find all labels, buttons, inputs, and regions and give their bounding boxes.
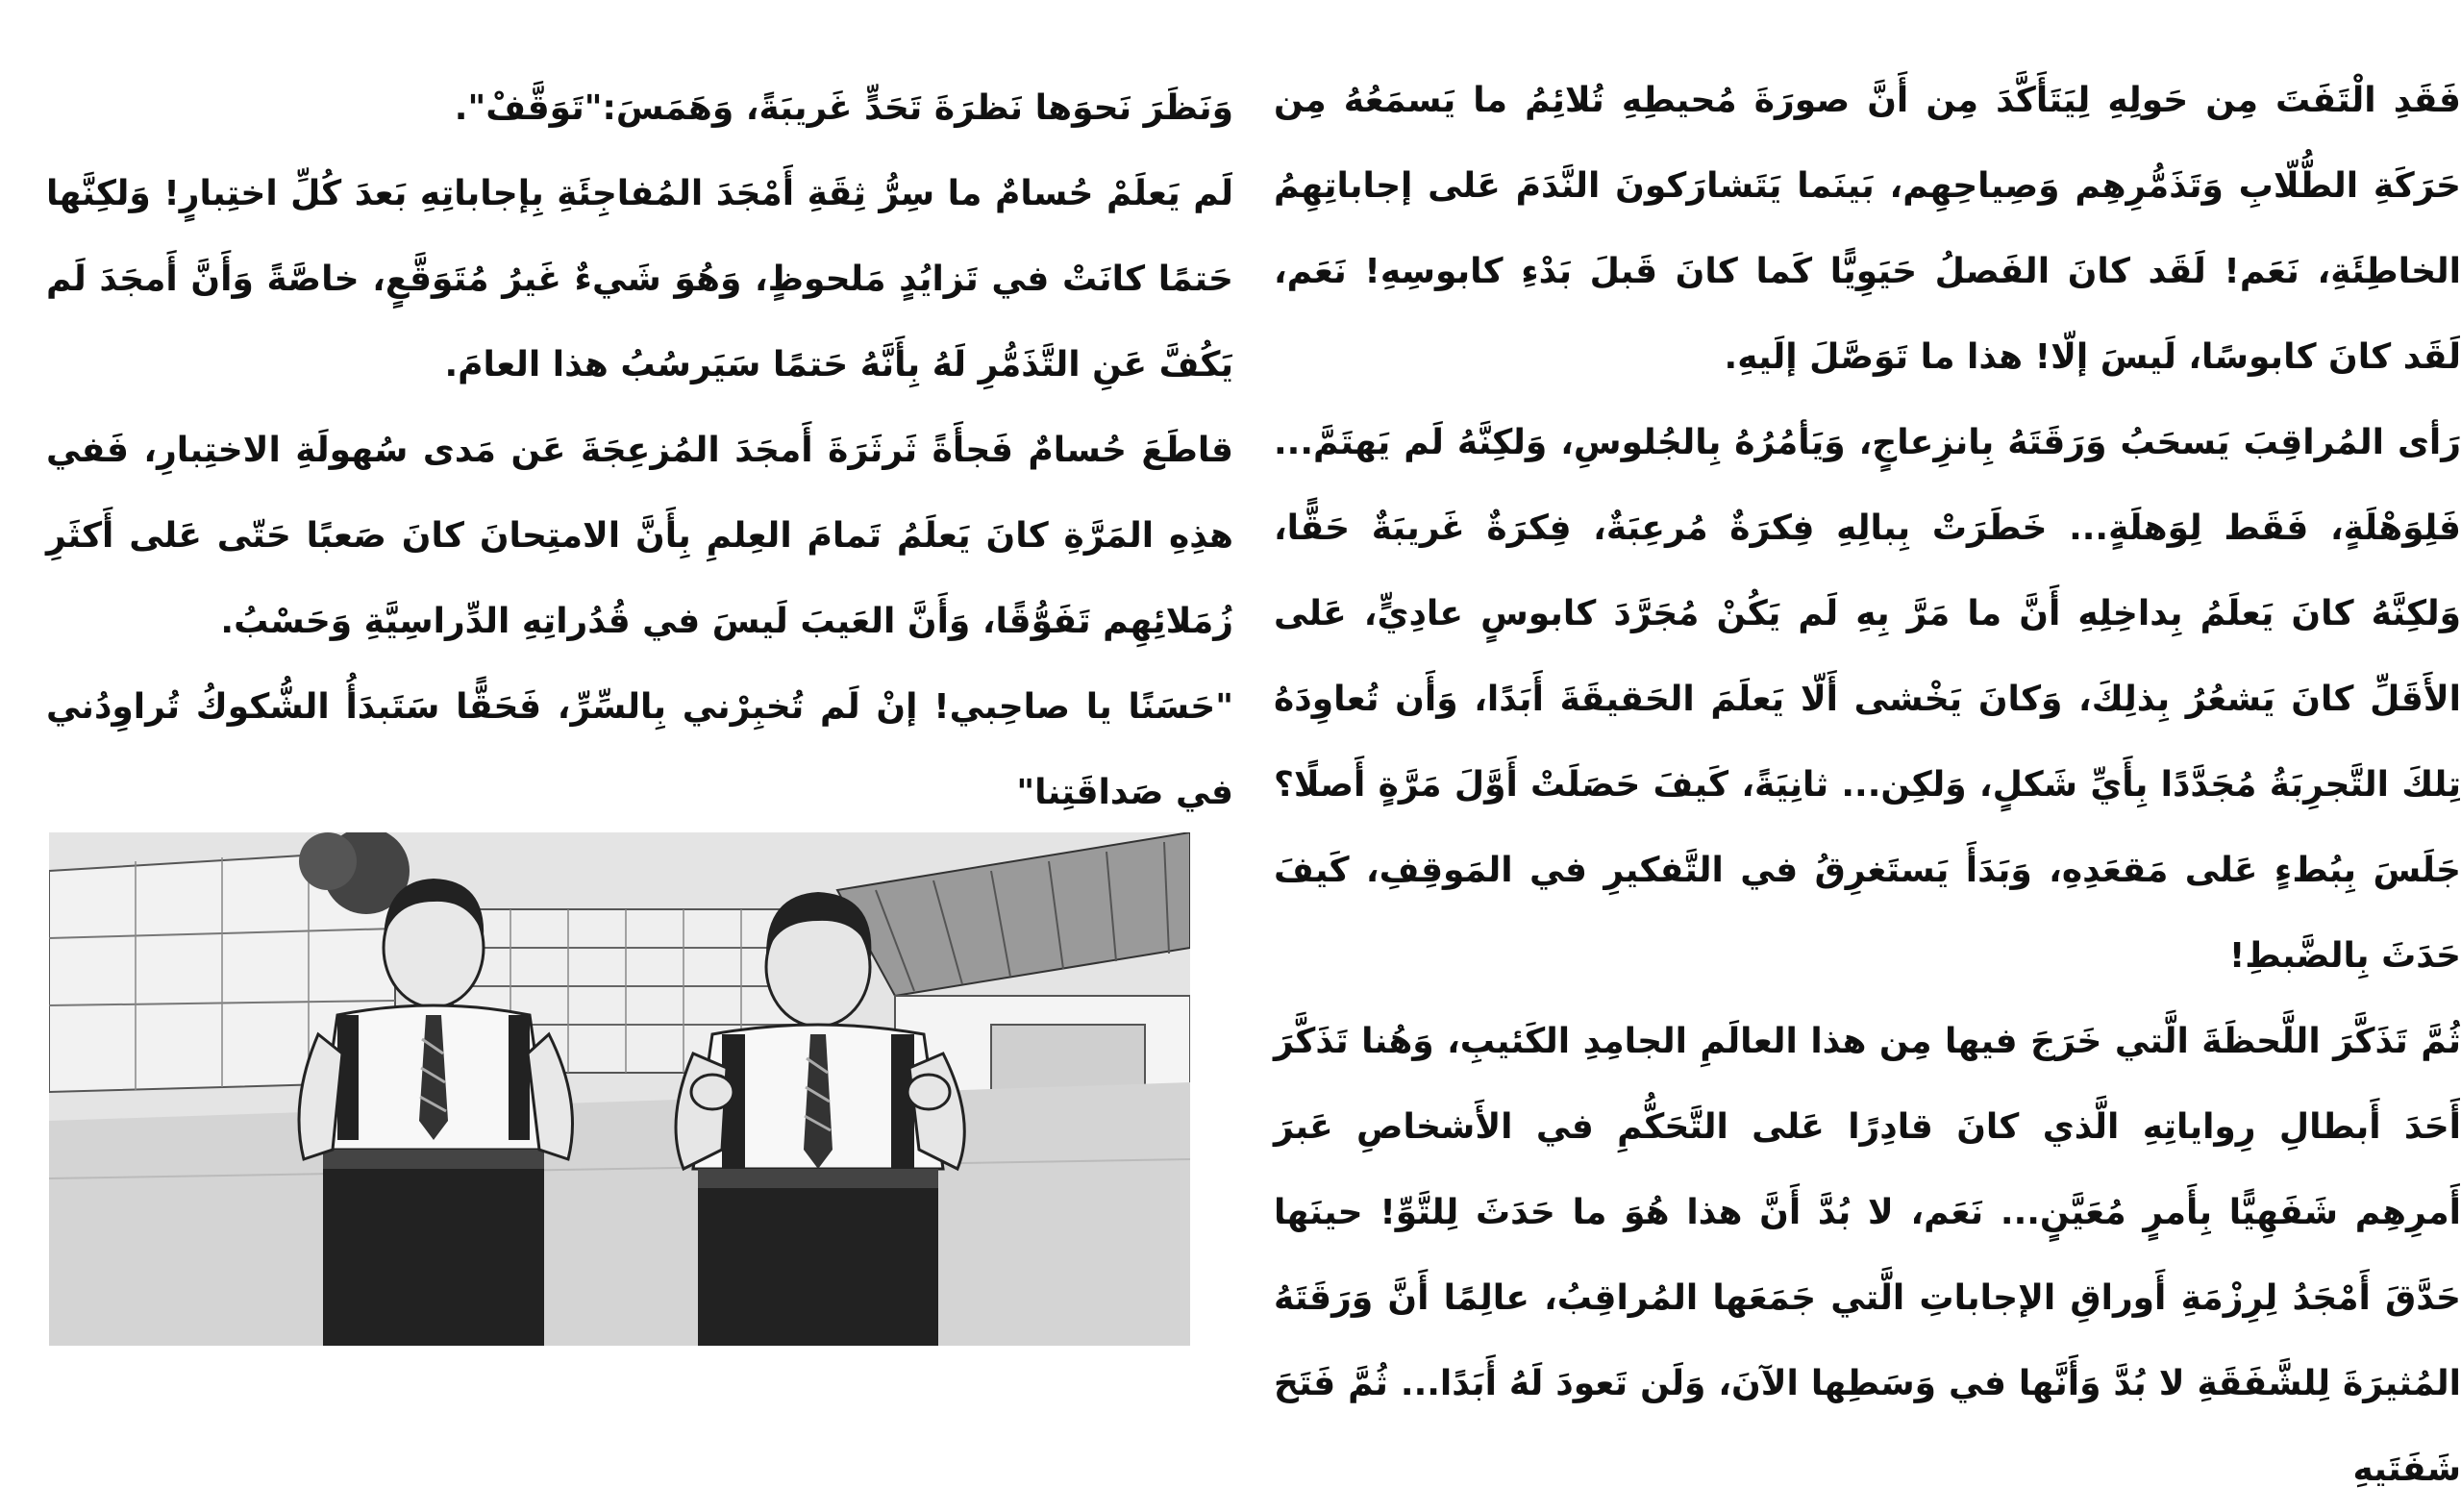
paragraph: وَنَظَرَ نَحوَها نَظرَةَ تَحَدٍّ غَريبَةً، وَهَمَسَ:"تَوَقَّفْ". — [454, 88, 1233, 128]
right-page — [1274, 0, 2461, 1489]
paragraph: رَأى المُراقِبَ يَسحَبُ وَرَقَتَهُ بِانزِعاجٍ، وَيَأمُرُهُ بِالجُلوسِ، وَلكِنَّهُ لَم يَهتَمَّ... فَلِوَهْلَةٍ، فَقَط لِوَهلَةٍ... خَطَرَتْ بِبالِهِ فِكرَةٌ مُرعِبَةٌ، فِكرَةٌ غَريبَةٌ حَقًّا، وَلكِنَّهُ كانَ يَعلَمُ بِداخِلِهِ أَنَّ ما مَرَّ بِهِ لَم يَكُنْ مُجَرَّدَ كابوسٍ عادِيٍّ، عَلى الأَقَلِّ كانَ يَشعُرُ بِذلِكَ، وَكانَ يَخْشى أَلّا يَعلَمَ الحَقيقَةَ أَبَدًا، وَأَن تُعاوِدَهُ تِلكَ التَّجرِبَةُ مُجَدَّدًا بِأَيِّ شَكلٍ، وَلكِن... ثانِيَةً، كَيفَ حَصَلَتْ أَوَّلَ مَرَّةٍ أَصلًا؟ جَلَسَ بِبُطءٍ عَلى مَقعَدِهِ، وَبَدَأَ يَستَغرِقُ في التَّفكيرِ في المَوقِفِ، كَيفَ حَدَثَ بِالضَّبطِ! — [1274, 423, 2461, 976]
right-page-text — [1274, 0, 2461, 1512]
manga-two-students-icon — [49, 832, 1190, 1346]
left-page — [46, 0, 1233, 1384]
paragraph: فَقَدِ الْتَفَتَ مِن حَولِهِ لِيَتَأَكَّدَ مِن أَنَّ صورَةَ مُحيطِهِ تُلائِمُ ما يَسمَعُهُ مِن حَرَكَةِ الطُّلّابِ وَتَذَمُّرِهِم وَصِياحِهِم، بَينَما يَتَشارَكونَ النَّدَمَ عَلى إجاباتِهِمُ الخاطِئَةِ، نَعَم! لَقَد كانَ الفَصلُ حَيَوِيًّا كَما كانَ قَبلَ بَدْءِ كابوسِهِ! نَعَم، لَقَد كانَ كابوسًا، لَيسَ إلّا! هذا ما تَوَصَّلَ إلَيهِ. — [1274, 81, 2461, 377]
paragraph: لَم يَعلَمْ حُسامٌ ما سِرُّ ثِقَةِ أَمْجَدَ المُفاجِئَةِ بِإجاباتِهِ بَعدَ كُلِّ اختِبارٍ! وَلكِنَّها حَتمًا كانَتْ في تَزايُدٍ مَلحوظٍ، وَهُوَ شَيءٌ غَيرُ مُتَوَقَّعٍ، خاصَّةً وَأَنَّ أَمجَدَ لَم يَكُفَّ عَنِ التَّذَمُّرِ لَهُ بِأَنَّهُ حَتمًا سَيَرسُبُ هذا العامَ. — [46, 174, 1233, 384]
manga-illustration — [49, 832, 1190, 1346]
paragraph: ثُمَّ تَذَكَّرَ اللَّحظَةَ الَّتي خَرَجَ فيها مِن هذا العالَمِ الجامِدِ الكَئيبِ، وَهُنا تَذَكَّرَ أَحَدَ أَبطالِ رِواياتِهِ الَّذي كانَ قادِرًا عَلى التَّحَكُّمِ في الأَشخاصِ عَبرَ أَمرِهِم شَفَهِيًّا بِأَمرٍ مُعَيَّنٍ... نَعَم، لا بُدَّ أَنَّ هذا هُوَ ما حَدَثَ لِلتَّوِّ! حينَها حَدَّقَ أَمْجَدُ لِرِزْمَةِ أَوراقِ الإجاباتِ الَّتي جَمَعَها المُراقِبُ، عالِمًا أَنَّ وَرَقَتَهُ المُثيرَةَ لِلشَّفَقَةِ لا بُدَّ وَأَنَّها في وَسَطِها الآنَ، وَلَن تَعودَ لَهُ أَبَدًا... ثُمَّ فَتَحَ شَفَتَيهِ — [1274, 1022, 2461, 1489]
paragraph: "حَسَنًا يا صاحِبي! إنْ لَم تُخبِرْني بِالسِّرِّ، فَحَقًّا سَتَبدَأُ الشُّكوكُ تُراوِدُني في صَداقَتِنا" — [46, 687, 1233, 812]
paragraph: قاطَعَ حُسامٌ فَجأَةً ثَرثَرَةَ أَمجَدَ المُزعِجَةَ عَن مَدى سُهولَةِ الاختِبارِ، فَفي هذِهِ المَرَّةِ كانَ يَعلَمُ تَمامَ العِلمِ بِأَنَّ الامتِحانَ كانَ صَعبًا حَتّى عَلى أَكثَرِ زُمَلائِهِم تَفَوُّقًا، وَأَنَّ العَيبَ لَيسَ في قُدُراتِهِ الدِّراسِيَّةِ وَحَسْبُ. — [46, 431, 1233, 641]
left-page-text — [46, 0, 1233, 835]
